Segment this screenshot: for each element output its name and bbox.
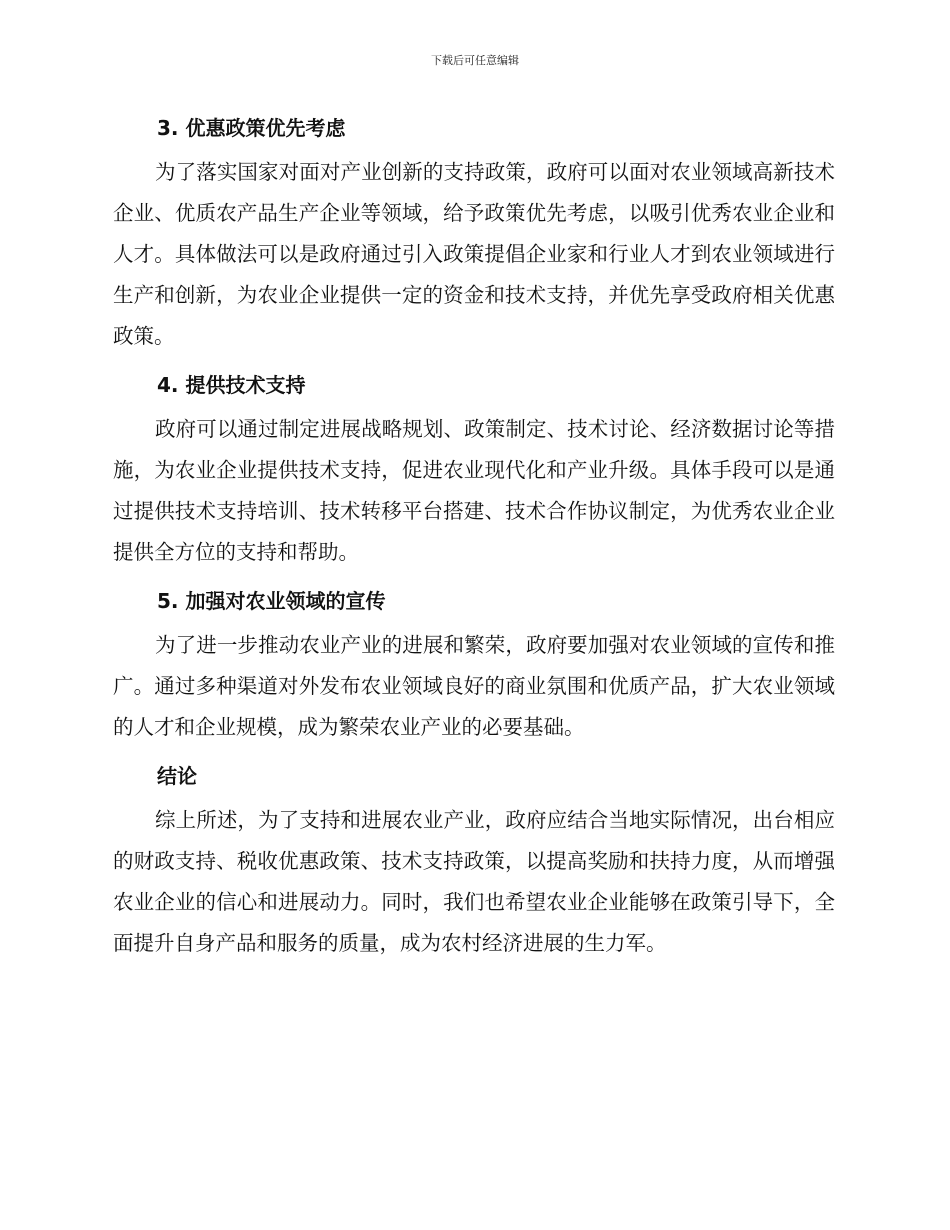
section-heading-4: 4. 提供技术支持 bbox=[157, 373, 306, 397]
section-heading-5: 5. 加强对农业领域的宣传 bbox=[157, 589, 386, 613]
section-paragraph-3: 为了落实国家对面对产业创新的支持政策，政府可以面对农业领域高新技术企业、优质农产品生产企业等领域，给予政策优先考虑，以吸引优秀农业企业和人才。具体做法可以是政府通过引入政策提倡企业家和行业人才到农业领域进行生产和创新，为农业企业提供一定的资金和技术支持，并优先享受政府相关优惠政策。 bbox=[113, 160, 835, 348]
conclusion-heading: 结论 bbox=[157, 764, 197, 788]
header-note: 下载后可任意编辑 bbox=[431, 54, 519, 67]
section-paragraph-5: 为了进一步推动农业产业的进展和繁荣，政府要加强对农业领域的宣传和推广。通过多种渠道对外发布农业领域良好的商业氛围和优质产品，扩大农业领域的人才和企业规模，成为繁荣农业产业的必要基础。 bbox=[113, 633, 835, 739]
section-heading-3: 3. 优惠政策优先考虑 bbox=[157, 116, 346, 140]
section-paragraph-4: 政府可以通过制定进展战略规划、政策制定、技术讨论、经济数据讨论等措施，为农业企业提供技术支持，促进农业现代化和产业升级。具体手段可以是通过提供技术支持培训、技术转移平台搭建、技术合作协议制定，为优秀农业企业提供全方位的支持和帮助。 bbox=[113, 417, 835, 564]
conclusion-paragraph: 综上所述，为了支持和进展农业产业，政府应结合当地实际情况，出台相应的财政支持、税收优惠政策、技术支持政策，以提高奖励和扶持力度，从而增强农业企业的信心和进展动力。同时，我们也希望农业企业能够在政策引导下，全面提升自身产品和服务的质量，成为农村经济进展的生力军。 bbox=[113, 808, 835, 955]
document-body bbox=[113, 108, 835, 964]
